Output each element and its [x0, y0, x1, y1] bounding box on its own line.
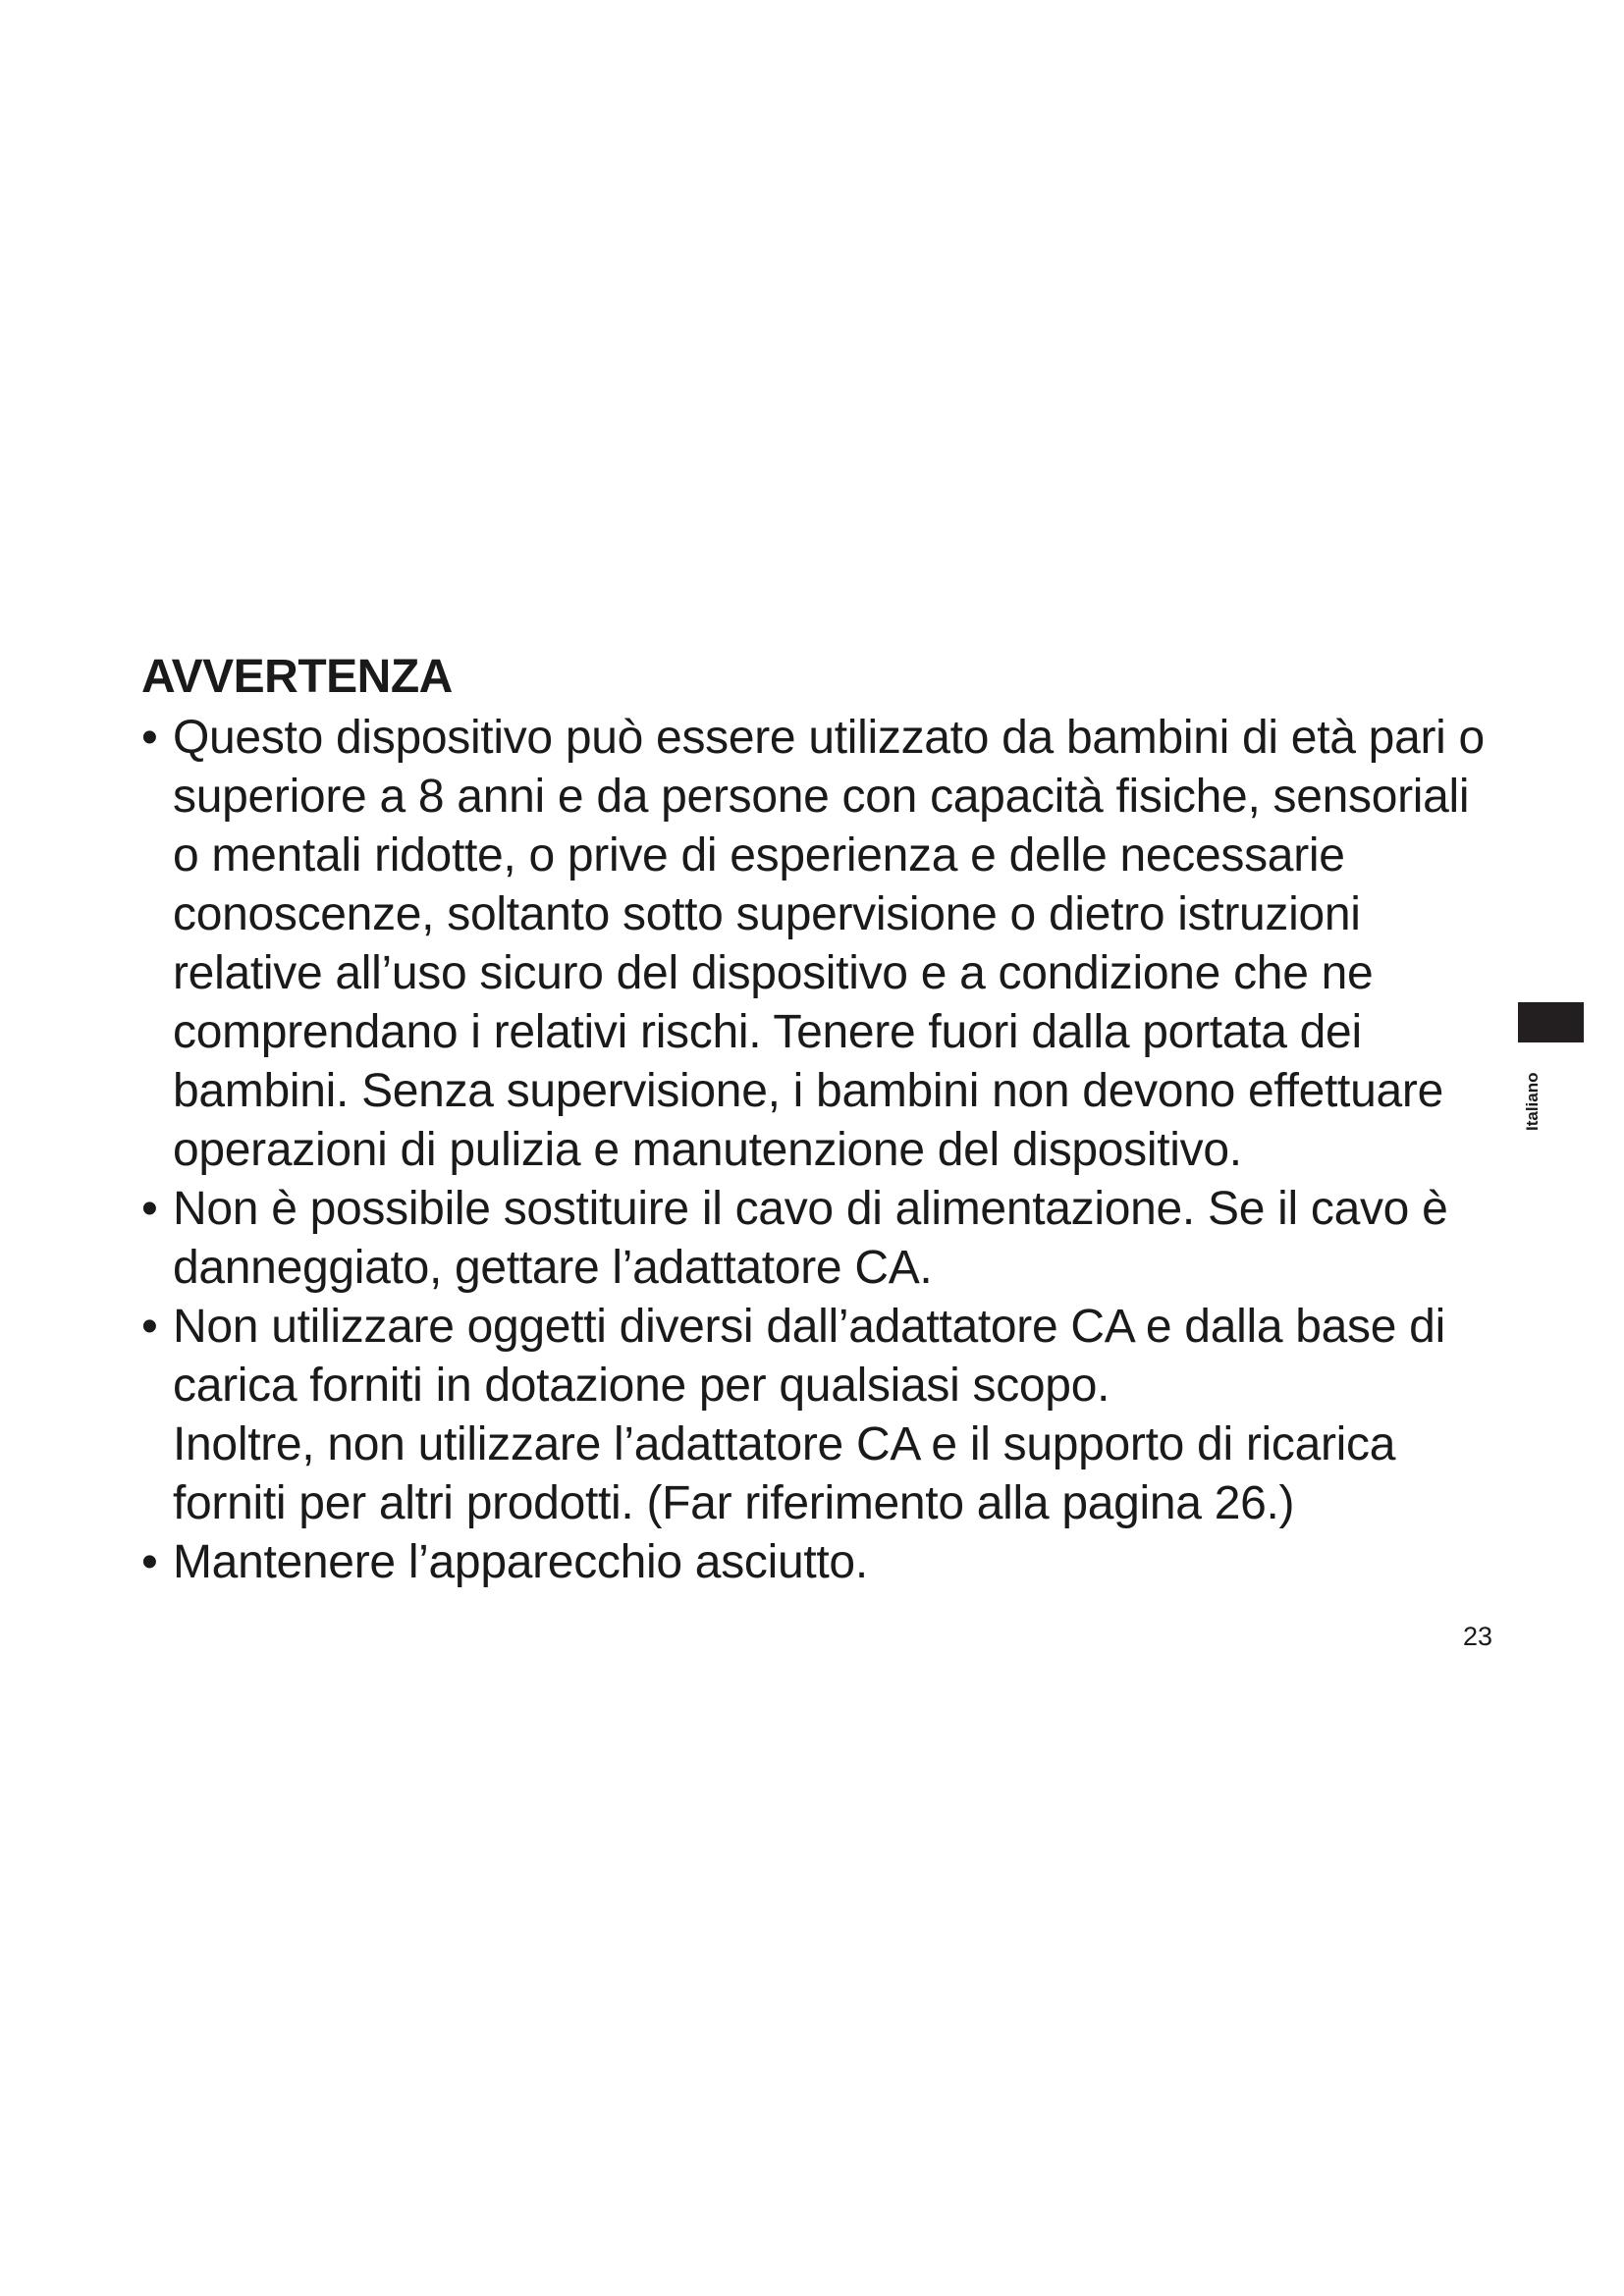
language-label: Italiano: [1523, 1072, 1542, 1131]
bullet-icon: •: [141, 1536, 158, 1588]
bullet-icon: •: [141, 1301, 158, 1353]
bullet-icon: •: [141, 1183, 158, 1235]
warning-paragraph: Non utilizzare oggetti diversi dall’adattatore CA e dalla base di carica forniti in dotazione per qualsiasi scopo.: [173, 1301, 1445, 1412]
page-number: 23: [1462, 1622, 1492, 1651]
warning-item: [141, 1180, 1506, 1298]
warning-paragraph: Questo dispositivo può essere utilizzato da bambini di età pari o superiore a 8 anni e da persone con capacità fisiche, sensoriali o mentali ridotte, o prive di esperienza e delle necessarie conoscenze, soltanto sotto supervisione o dietro istruzioni relative all’uso sicuro del dispositivo e a condizione che ne comprendano i relativi rischi. Tenere fuori dalla portata dei bambini. Senza supervisione, i bambini non devono effettuare operazioni di pulizia e manutenzione del dispositivo.: [173, 712, 1485, 1176]
warning-list: [141, 709, 1506, 1592]
warning-item: [141, 1298, 1506, 1533]
warning-paragraph: Non è possibile sostituire il cavo di alimentazione. Se il cavo è danneggiato, gettare l’adattatore CA.: [173, 1183, 1448, 1294]
warning-title: AVVERTENZA: [141, 651, 453, 703]
warning-item: [141, 709, 1506, 1180]
language-tab-marker: [1518, 1002, 1584, 1042]
warning-section: [141, 648, 1506, 1592]
warning-item: [141, 1533, 1506, 1592]
warning-paragraph: Inoltre, non utilizzare l’adattatore CA e il supporto di ricarica forniti per altri prodotti. (Far riferimento alla pagina 26.): [173, 1418, 1396, 1529]
bullet-icon: •: [141, 712, 158, 764]
warning-paragraph: Mantenere l’apparecchio asciutto.: [173, 1536, 868, 1588]
